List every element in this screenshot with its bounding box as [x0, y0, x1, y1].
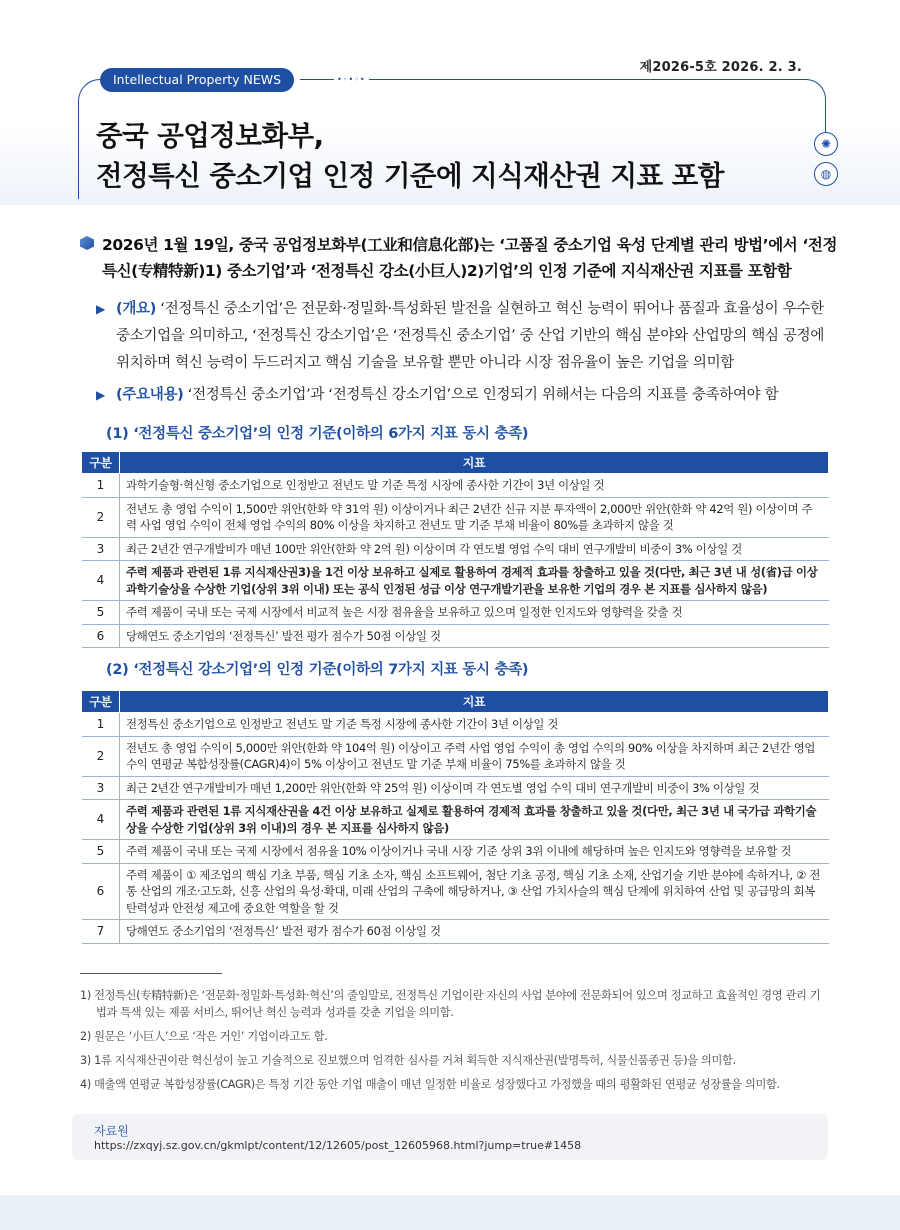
row-number: 1	[82, 474, 120, 498]
main-content-key: (주요내용)	[116, 387, 184, 403]
footnote-item: 1) 전정특신(专精特新)은 ‘전문화·정밀화·특성화·혁신’의 줄임말로, 전정특신 기업이란 자신의 사업 분야에 전문화되어 있으며 정교하고 효율적인 경영 관리 기법과 특색 있는 제품 서비스, 뛰어난 혁신 능력과 성과를 갖춘 기업을 의미함.	[80, 989, 821, 1019]
table-row	[82, 800, 829, 840]
table-row	[82, 776, 829, 800]
lead-paragraph	[80, 232, 840, 284]
row-number: 7	[82, 920, 120, 944]
page-bottom-band	[0, 1195, 900, 1230]
row-number: 6	[82, 863, 120, 920]
row-indicator-text: 당해연도 중소기업의 ‘전정특신’ 발전 평가 점수가 50점 이상일 것	[120, 624, 829, 648]
row-indicator-text: 전년도 총 영업 수익이 5,000만 위안(한화 약 104억 원) 이상이고 주력 사업 영업 수익이 총 영업 수익의 90% 이상을 차지하며 최근 2년간 영업 수익 연평균 복합성장률(CAGR)4)이 5% 이상이고 전년도 말 기준 부채 비율이 75%를 초과하지 않을 것	[120, 736, 829, 776]
table-header-row	[82, 452, 829, 474]
table2-criteria	[81, 690, 829, 944]
cube-bullet-icon	[80, 236, 94, 250]
main-content-text: ‘전정특신 중소기업’과 ‘전정특신 강소기업’으로 인정되기 위해서는 다음의 지표를 충족하여야 함	[183, 387, 779, 403]
row-indicator-text: 과학기술형·혁신형 중소기업으로 인정받고 전년도 말 기준 특정 시장에 종사한 기간이 3년 이상일 것	[120, 474, 829, 498]
row-indicator-text: 주력 제품이 국내 또는 국제 시장에서 점유율 10% 이상이거나 국내 시장 기준 상위 3위 이내에 해당하며 높은 인지도와 영향력을 보유할 것	[120, 840, 829, 864]
source-box	[72, 1114, 828, 1160]
row-number: 1	[82, 713, 120, 737]
row-indicator-text: 주력 제품과 관련된 1류 지식재산권을 4건 이상 보유하고 실제로 활용하여 경제적 효과를 창출하고 있을 것(다만, 최근 3년 내 국가급 과학기술상을 수상한 기업(상위 3위 이내)의 경우 본 지표를 심사하지 않음)	[120, 800, 829, 840]
triangle-bullet-icon: ▶	[96, 388, 105, 402]
header-dots-decoration: •◦•◦•	[334, 76, 369, 84]
page-title	[96, 116, 724, 196]
table1-heading: (1) ‘전정특신 중소기업’의 인정 기준(이하의 6가지 지표 동시 충족)	[106, 426, 529, 442]
col-num-header: 구분	[82, 691, 120, 713]
source-label: 자료원	[94, 1124, 129, 1138]
table-row	[82, 920, 829, 944]
table-row	[82, 713, 829, 737]
footnote-item: 2) 원문은 ‘小巨人’으로 ‘작은 거인’ 기업이라고도 함.	[80, 1030, 328, 1043]
table-row	[82, 840, 829, 864]
row-number: 2	[82, 497, 120, 537]
row-number: 5	[82, 840, 120, 864]
globe-icon: ◍	[814, 162, 838, 186]
table-row	[82, 601, 829, 625]
table-row	[82, 624, 829, 648]
title-line-1: 중국 공업정보화부,	[96, 120, 324, 152]
row-indicator-text: 최근 2년간 연구개발비가 매년 1,200만 위안(한화 약 25억 원) 이상이며 각 연도별 영업 수익 대비 연구개발비 비중이 3% 이상일 것	[120, 776, 829, 800]
source-url[interactable]: https://zxqyj.sz.gov.cn/gkmlpt/content/12/12605/post_12605968.html?jump=true#1458	[94, 1139, 582, 1152]
header-frame-right	[800, 79, 826, 139]
col-indicator-header: 지표	[120, 691, 829, 713]
main-content-paragraph	[96, 382, 836, 409]
title-line-2: 전정특신 중소기업 인정 기준에 지식재산권 지표 포함	[96, 160, 724, 192]
table-row	[82, 474, 829, 498]
table1-criteria	[81, 451, 829, 648]
issue-number: 제2026-5호 2026. 2. 3.	[639, 60, 802, 75]
newsletter-badge: Intellectual Property NEWS	[100, 68, 294, 92]
col-num-header: 구분	[82, 452, 120, 474]
row-indicator-text: 최근 2년간 연구개발비가 매년 100만 위안(한화 약 2억 원) 이상이며 각 연도별 영업 수익 대비 연구개발비 비중이 3% 이상일 것	[120, 537, 829, 561]
triangle-bullet-icon: ▶	[96, 302, 105, 316]
overview-key: (개요)	[116, 301, 157, 317]
row-number: 4	[82, 561, 120, 601]
overview-paragraph	[96, 296, 836, 377]
row-number: 3	[82, 537, 120, 561]
row-number: 6	[82, 624, 120, 648]
row-indicator-text: 주력 제품과 관련된 1류 지식재산권3)을 1건 이상 보유하고 실제로 활용하여 경제적 효과를 창출하고 있을 것(다만, 최근 3년 내 성(省)급 이상 과학기술상을 수상한 기업(상위 3위 이내) 또는 공식 인정된 성급 이상 연구개발기관을 보유한 기업의 경우 본 지표를 심사하지 않음)	[120, 561, 829, 601]
footnote-item: 4) 매출액 연평균 복합성장률(CAGR)은 특정 기간 동안 기업 매출이 매년 일정한 비율로 성장했다고 가정했을 때의 평활화된 연평균 성장률을 의미함.	[80, 1078, 780, 1091]
table-header-row	[82, 691, 829, 713]
row-indicator-text: 당해연도 중소기업의 ‘전정특신’ 발전 평가 점수가 60점 이상일 것	[120, 920, 829, 944]
table-row	[82, 736, 829, 776]
footnotes	[80, 987, 826, 1100]
table-row	[82, 537, 829, 561]
row-number: 2	[82, 736, 120, 776]
table2-heading: (2) ‘전정특신 강소기업’의 인정 기준(이하의 7가지 지표 동시 충족)	[106, 662, 529, 678]
footnote-divider	[80, 973, 222, 974]
row-number: 3	[82, 776, 120, 800]
table-row	[82, 497, 829, 537]
lead-text: 2026년 1월 19일, 중국 공업정보화부(工业和信息化部)는 ‘고품질 중소기업 육성 단계별 관리 방법’에서 ‘전정특신(专精特新)1) 중소기업’과 ‘전정특신 강소(小巨人)2)기업’의 인정 기준에 지식재산권 지표를 포함함	[102, 236, 838, 280]
row-indicator-text: 전정특신 중소기업으로 인정받고 전년도 말 기준 특정 시장에 종사한 기간이 3년 이상일 것	[120, 713, 829, 737]
row-indicator-text: 주력 제품이 국내 또는 국제 시장에서 비교적 높은 시장 점유율을 보유하고 있으며 일정한 인지도와 영향력을 갖출 것	[120, 601, 829, 625]
overview-text: ‘전정특신 중소기업’은 전문화·정밀화·특성화된 발전을 실현하고 혁신 능력이 뛰어나 품질과 효율성이 우수한 중소기업을 의미하고, ‘전정특신 강소기업’은 ‘전정특신 중소기업’ 중 산업 기반의 핵심 분야와 산업망의 핵심 공정에 위치하며 혁신 능력이 두드러지고 핵심 기술을 보유할 뿐만 아니라 시장 점유율이 높은 기업을 의미함	[116, 301, 825, 371]
header-rule	[300, 79, 808, 80]
table-row	[82, 561, 829, 601]
row-number: 5	[82, 601, 120, 625]
row-number: 4	[82, 800, 120, 840]
footnote-item: 3) 1류 지식재산권이란 혁신성이 높고 기술적으로 진보했으며 엄격한 심사를 거쳐 획득한 지식재산권(발명특허, 식물신품종권 등)을 의미함.	[80, 1054, 736, 1067]
table-row	[82, 863, 829, 920]
col-indicator-header: 지표	[120, 452, 829, 474]
row-indicator-text: 전년도 총 영업 수익이 1,500만 위안(한화 약 31억 원) 이상이거나 최근 2년간 신규 지분 투자액이 2,000만 위안(한화 약 42억 원) 이상이며 주력 사업 영업 수익이 전체 영업 수익의 80% 이상을 차지하고 전년도 말 기준 부채 비율이 80%를 초과하지 않을 것	[120, 497, 829, 537]
row-indicator-text: 주력 제품이 ① 제조업의 핵심 기초 부품, 핵심 기초 소자, 핵심 소프트웨어, 첨단 기초 공정, 핵심 기초 소재, 산업기술 기반 분야에 속하거나, ② 전통 산업의 개조·고도화, 신흥 산업의 육성·확대, 미래 산업의 구축에 해당하거나, ③ 산업 가치사슬의 핵심 단계에 위치하여 산업 및 공급망의 회복탄력성과 안전성 제고에 중요한 역할을 할 것	[120, 863, 829, 920]
lightbulb-icon: ✺	[814, 132, 838, 156]
